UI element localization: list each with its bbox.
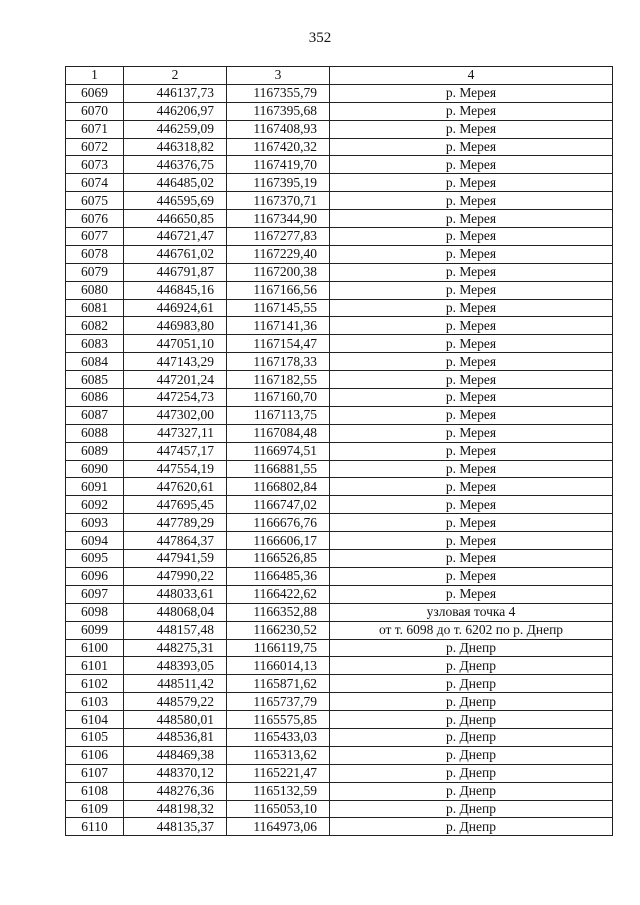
point-number-cell: 6072 xyxy=(66,138,124,156)
y-coordinate-cell: 1166119,75 xyxy=(227,639,330,657)
table-row xyxy=(66,746,613,764)
description-cell: р. Мерея xyxy=(330,550,613,568)
table-row xyxy=(66,782,613,800)
table-row xyxy=(66,353,613,371)
table-row xyxy=(66,818,613,836)
x-coordinate-cell: 446318,82 xyxy=(124,138,227,156)
y-coordinate-cell: 1166422,62 xyxy=(227,585,330,603)
x-coordinate-cell: 447302,00 xyxy=(124,406,227,424)
point-number-cell: 6070 xyxy=(66,102,124,120)
point-number-cell: 6076 xyxy=(66,210,124,228)
description-cell: р. Днепр xyxy=(330,728,613,746)
table-row xyxy=(66,460,613,478)
table-row xyxy=(66,245,613,263)
point-number-cell: 6098 xyxy=(66,603,124,621)
description-cell: р. Мерея xyxy=(330,156,613,174)
x-coordinate-cell: 447941,59 xyxy=(124,550,227,568)
table-row xyxy=(66,174,613,192)
description-cell: р. Мерея xyxy=(330,514,613,532)
y-coordinate-cell: 1167166,56 xyxy=(227,281,330,299)
y-coordinate-cell: 1167141,36 xyxy=(227,317,330,335)
point-number-cell: 6081 xyxy=(66,299,124,317)
table-row xyxy=(66,406,613,424)
coordinates-table xyxy=(65,66,613,836)
description-cell: р. Днепр xyxy=(330,800,613,818)
table-row xyxy=(66,192,613,210)
point-number-cell: 6077 xyxy=(66,228,124,246)
description-cell: р. Мерея xyxy=(330,567,613,585)
description-cell: р. Днепр xyxy=(330,639,613,657)
table-row xyxy=(66,442,613,460)
description-cell: р. Днепр xyxy=(330,675,613,693)
x-coordinate-cell: 447327,11 xyxy=(124,424,227,442)
description-cell: р. Мерея xyxy=(330,371,613,389)
point-number-cell: 6103 xyxy=(66,693,124,711)
x-coordinate-cell: 448276,36 xyxy=(124,782,227,800)
table-row xyxy=(66,621,613,639)
point-number-cell: 6101 xyxy=(66,657,124,675)
point-number-cell: 6091 xyxy=(66,478,124,496)
point-number-cell: 6086 xyxy=(66,389,124,407)
point-number-cell: 6097 xyxy=(66,585,124,603)
description-cell: р. Мерея xyxy=(330,299,613,317)
x-coordinate-cell: 448135,37 xyxy=(124,818,227,836)
x-coordinate-cell: 446206,97 xyxy=(124,102,227,120)
y-coordinate-cell: 1167145,55 xyxy=(227,299,330,317)
description-cell: р. Мерея xyxy=(330,245,613,263)
description-cell: р. Днепр xyxy=(330,818,613,836)
y-coordinate-cell: 1166676,76 xyxy=(227,514,330,532)
description-cell: р. Днепр xyxy=(330,711,613,729)
description-cell: р. Мерея xyxy=(330,138,613,156)
point-number-cell: 6080 xyxy=(66,281,124,299)
x-coordinate-cell: 447864,37 xyxy=(124,532,227,550)
description-cell: р. Днепр xyxy=(330,657,613,675)
x-coordinate-cell: 447620,61 xyxy=(124,478,227,496)
description-cell: р. Мерея xyxy=(330,532,613,550)
y-coordinate-cell: 1166974,51 xyxy=(227,442,330,460)
point-number-cell: 6110 xyxy=(66,818,124,836)
table-row xyxy=(66,657,613,675)
point-number-cell: 6071 xyxy=(66,120,124,138)
table-row xyxy=(66,389,613,407)
column-header-x: 2 xyxy=(124,67,227,85)
point-number-cell: 6083 xyxy=(66,335,124,353)
x-coordinate-cell: 446595,69 xyxy=(124,192,227,210)
point-number-cell: 6085 xyxy=(66,371,124,389)
y-coordinate-cell: 1167370,71 xyxy=(227,192,330,210)
point-number-cell: 6087 xyxy=(66,406,124,424)
x-coordinate-cell: 446376,75 xyxy=(124,156,227,174)
y-coordinate-cell: 1167200,38 xyxy=(227,263,330,281)
table-row xyxy=(66,84,613,102)
x-coordinate-cell: 446650,85 xyxy=(124,210,227,228)
table-row xyxy=(66,603,613,621)
description-cell: р. Мерея xyxy=(330,353,613,371)
point-number-cell: 6075 xyxy=(66,192,124,210)
point-number-cell: 6090 xyxy=(66,460,124,478)
y-coordinate-cell: 1166802,84 xyxy=(227,478,330,496)
description-cell: р. Днепр xyxy=(330,782,613,800)
description-cell: р. Мерея xyxy=(330,120,613,138)
point-number-cell: 6105 xyxy=(66,728,124,746)
y-coordinate-cell: 1167395,68 xyxy=(227,102,330,120)
table-row xyxy=(66,138,613,156)
x-coordinate-cell: 446721,47 xyxy=(124,228,227,246)
table-row xyxy=(66,675,613,693)
description-cell: р. Мерея xyxy=(330,102,613,120)
y-coordinate-cell: 1165221,47 xyxy=(227,764,330,782)
y-coordinate-cell: 1167355,79 xyxy=(227,84,330,102)
point-number-cell: 6073 xyxy=(66,156,124,174)
description-cell: р. Мерея xyxy=(330,460,613,478)
table-row xyxy=(66,728,613,746)
table-header-row xyxy=(66,67,613,85)
description-cell: р. Мерея xyxy=(330,263,613,281)
y-coordinate-cell: 1166881,55 xyxy=(227,460,330,478)
y-coordinate-cell: 1167419,70 xyxy=(227,156,330,174)
column-header-description: 4 xyxy=(330,67,613,85)
x-coordinate-cell: 446983,80 xyxy=(124,317,227,335)
description-cell: р. Мерея xyxy=(330,192,613,210)
y-coordinate-cell: 1166352,88 xyxy=(227,603,330,621)
table-row xyxy=(66,228,613,246)
y-coordinate-cell: 1167113,75 xyxy=(227,406,330,424)
point-number-cell: 6078 xyxy=(66,245,124,263)
x-coordinate-cell: 448198,32 xyxy=(124,800,227,818)
x-coordinate-cell: 448370,12 xyxy=(124,764,227,782)
x-coordinate-cell: 448033,61 xyxy=(124,585,227,603)
y-coordinate-cell: 1165575,85 xyxy=(227,711,330,729)
point-number-cell: 6104 xyxy=(66,711,124,729)
table-row xyxy=(66,496,613,514)
x-coordinate-cell: 448579,22 xyxy=(124,693,227,711)
description-cell: р. Мерея xyxy=(330,210,613,228)
table-row xyxy=(66,210,613,228)
point-number-cell: 6092 xyxy=(66,496,124,514)
description-cell: р. Днепр xyxy=(330,746,613,764)
table-row xyxy=(66,156,613,174)
y-coordinate-cell: 1165871,62 xyxy=(227,675,330,693)
x-coordinate-cell: 446761,02 xyxy=(124,245,227,263)
y-coordinate-cell: 1165132,59 xyxy=(227,782,330,800)
table-row xyxy=(66,800,613,818)
y-coordinate-cell: 1167344,90 xyxy=(227,210,330,228)
y-coordinate-cell: 1167154,47 xyxy=(227,335,330,353)
table-row xyxy=(66,567,613,585)
table-row xyxy=(66,585,613,603)
description-cell: р. Мерея xyxy=(330,585,613,603)
point-number-cell: 6096 xyxy=(66,567,124,585)
description-cell: р. Мерея xyxy=(330,281,613,299)
y-coordinate-cell: 1166014,13 xyxy=(227,657,330,675)
y-coordinate-cell: 1165053,10 xyxy=(227,800,330,818)
y-coordinate-cell: 1167408,93 xyxy=(227,120,330,138)
point-number-cell: 6089 xyxy=(66,442,124,460)
y-coordinate-cell: 1166606,17 xyxy=(227,532,330,550)
table-row xyxy=(66,424,613,442)
column-header-point-number: 1 xyxy=(66,67,124,85)
x-coordinate-cell: 447201,24 xyxy=(124,371,227,389)
table-row xyxy=(66,335,613,353)
point-number-cell: 6093 xyxy=(66,514,124,532)
x-coordinate-cell: 447143,29 xyxy=(124,353,227,371)
point-number-cell: 6109 xyxy=(66,800,124,818)
column-header-y: 3 xyxy=(227,67,330,85)
y-coordinate-cell: 1164973,06 xyxy=(227,818,330,836)
x-coordinate-cell: 446791,87 xyxy=(124,263,227,281)
table-row xyxy=(66,120,613,138)
x-coordinate-cell: 447554,19 xyxy=(124,460,227,478)
point-number-cell: 6106 xyxy=(66,746,124,764)
point-number-cell: 6074 xyxy=(66,174,124,192)
x-coordinate-cell: 448536,81 xyxy=(124,728,227,746)
x-coordinate-cell: 446137,73 xyxy=(124,84,227,102)
point-number-cell: 6088 xyxy=(66,424,124,442)
description-cell: р. Мерея xyxy=(330,496,613,514)
description-cell: от т. 6098 до т. 6202 по р. Днепр xyxy=(330,621,613,639)
page-number: 352 xyxy=(308,30,332,46)
point-number-cell: 6084 xyxy=(66,353,124,371)
table-row xyxy=(66,478,613,496)
description-cell: р. Мерея xyxy=(330,442,613,460)
x-coordinate-cell: 448469,38 xyxy=(124,746,227,764)
x-coordinate-cell: 446845,16 xyxy=(124,281,227,299)
point-number-cell: 6094 xyxy=(66,532,124,550)
y-coordinate-cell: 1165313,62 xyxy=(227,746,330,764)
y-coordinate-cell: 1166230,52 xyxy=(227,621,330,639)
point-number-cell: 6079 xyxy=(66,263,124,281)
table-row xyxy=(66,639,613,657)
x-coordinate-cell: 447051,10 xyxy=(124,335,227,353)
x-coordinate-cell: 447695,45 xyxy=(124,496,227,514)
table-row xyxy=(66,299,613,317)
description-cell: р. Мерея xyxy=(330,228,613,246)
y-coordinate-cell: 1165433,03 xyxy=(227,728,330,746)
x-coordinate-cell: 448068,04 xyxy=(124,603,227,621)
y-coordinate-cell: 1166485,36 xyxy=(227,567,330,585)
y-coordinate-cell: 1167395,19 xyxy=(227,174,330,192)
x-coordinate-cell: 448393,05 xyxy=(124,657,227,675)
x-coordinate-cell: 446924,61 xyxy=(124,299,227,317)
x-coordinate-cell: 447789,29 xyxy=(124,514,227,532)
y-coordinate-cell: 1167178,33 xyxy=(227,353,330,371)
description-cell: узловая точка 4 xyxy=(330,603,613,621)
table-row xyxy=(66,532,613,550)
point-number-cell: 6100 xyxy=(66,639,124,657)
y-coordinate-cell: 1167229,40 xyxy=(227,245,330,263)
description-cell: р. Мерея xyxy=(330,424,613,442)
description-cell: р. Днепр xyxy=(330,764,613,782)
point-number-cell: 6102 xyxy=(66,675,124,693)
description-cell: р. Днепр xyxy=(330,693,613,711)
table-row xyxy=(66,711,613,729)
table-row xyxy=(66,102,613,120)
x-coordinate-cell: 448580,01 xyxy=(124,711,227,729)
y-coordinate-cell: 1167277,83 xyxy=(227,228,330,246)
x-coordinate-cell: 447254,73 xyxy=(124,389,227,407)
table-row xyxy=(66,371,613,389)
x-coordinate-cell: 448275,31 xyxy=(124,639,227,657)
table-row xyxy=(66,693,613,711)
description-cell: р. Мерея xyxy=(330,406,613,424)
point-number-cell: 6099 xyxy=(66,621,124,639)
table-row xyxy=(66,263,613,281)
y-coordinate-cell: 1167420,32 xyxy=(227,138,330,156)
x-coordinate-cell: 447990,22 xyxy=(124,567,227,585)
table-row xyxy=(66,764,613,782)
y-coordinate-cell: 1167160,70 xyxy=(227,389,330,407)
description-cell: р. Мерея xyxy=(330,174,613,192)
y-coordinate-cell: 1166526,85 xyxy=(227,550,330,568)
description-cell: р. Мерея xyxy=(330,84,613,102)
table-row xyxy=(66,317,613,335)
point-number-cell: 6082 xyxy=(66,317,124,335)
y-coordinate-cell: 1167084,48 xyxy=(227,424,330,442)
x-coordinate-cell: 446485,02 xyxy=(124,174,227,192)
table-row xyxy=(66,550,613,568)
point-number-cell: 6095 xyxy=(66,550,124,568)
x-coordinate-cell: 448157,48 xyxy=(124,621,227,639)
table-row xyxy=(66,281,613,299)
description-cell: р. Мерея xyxy=(330,335,613,353)
point-number-cell: 6107 xyxy=(66,764,124,782)
table-row xyxy=(66,514,613,532)
point-number-cell: 6108 xyxy=(66,782,124,800)
x-coordinate-cell: 446259,09 xyxy=(124,120,227,138)
description-cell: р. Мерея xyxy=(330,478,613,496)
y-coordinate-cell: 1165737,79 xyxy=(227,693,330,711)
y-coordinate-cell: 1166747,02 xyxy=(227,496,330,514)
description-cell: р. Мерея xyxy=(330,317,613,335)
x-coordinate-cell: 447457,17 xyxy=(124,442,227,460)
y-coordinate-cell: 1167182,55 xyxy=(227,371,330,389)
point-number-cell: 6069 xyxy=(66,84,124,102)
description-cell: р. Мерея xyxy=(330,389,613,407)
x-coordinate-cell: 448511,42 xyxy=(124,675,227,693)
